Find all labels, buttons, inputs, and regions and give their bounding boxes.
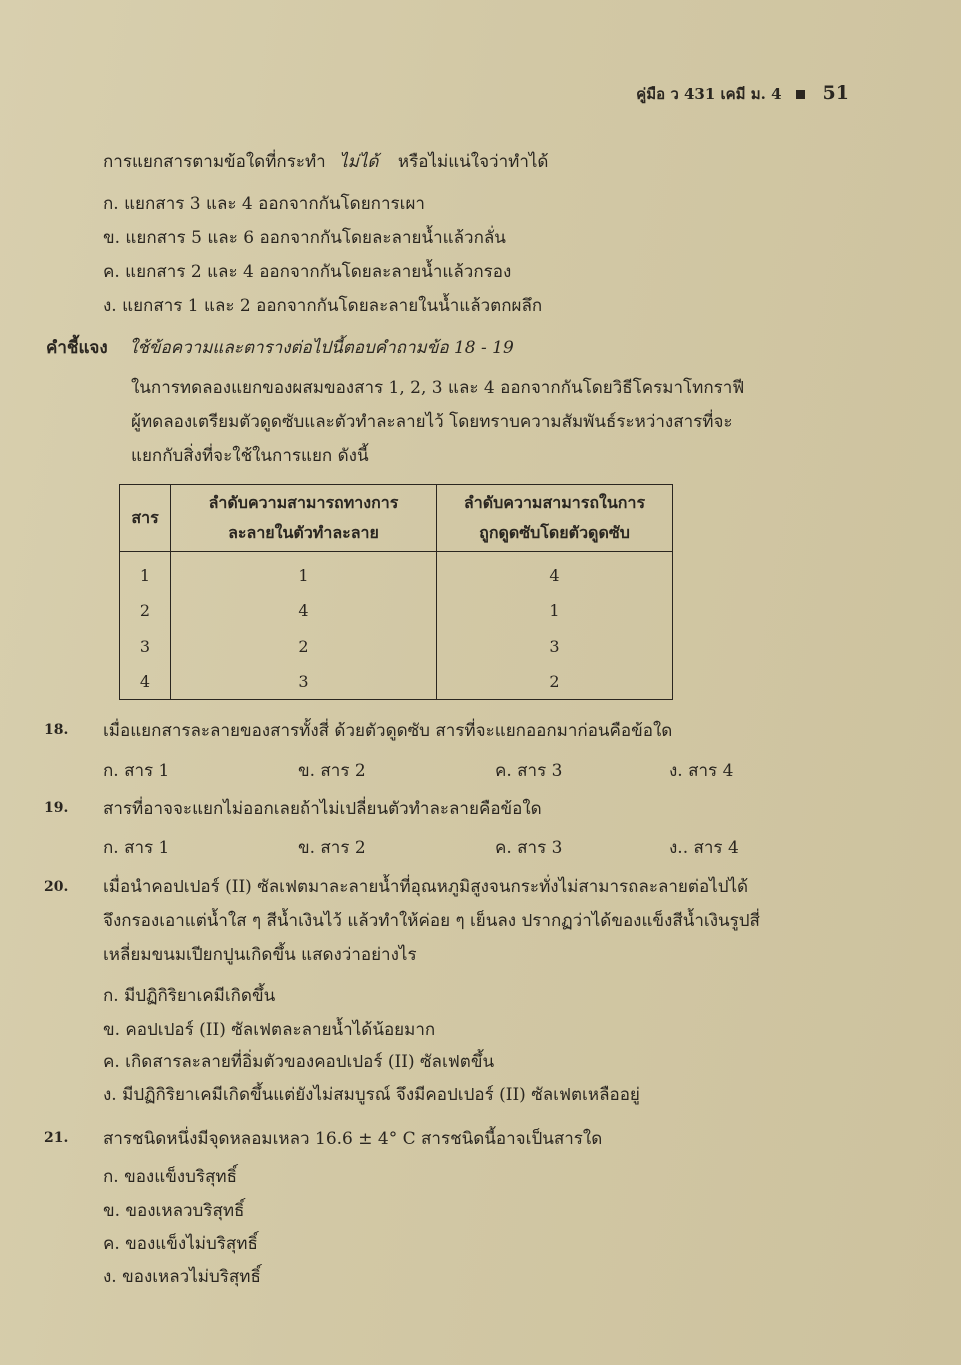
q21-text: สารชนิดหนึ่งมีจุดหลอมเหลว 16.6 ± 4° C สารชนิดนี้อาจเป็นสารใด [103,1129,603,1149]
q17-suffix: หรือไม่แน่ใจว่าทำได้ [397,152,549,172]
table-header-row [120,485,673,552]
q21-number: 21. [44,1130,69,1146]
q17-option-a: ก. แยกสาร 3 และ 4 ออกจากกันโดยการเผา [103,194,425,214]
table-row [120,552,673,594]
q20-line-3: เหลี่ยมขนมเปียกปูนเกิดขึ้น แสดงว่าอย่างไร [103,945,417,965]
col-header-adsorption-line-2: ถูกดูดซับโดยตัวดูดซับ [479,523,630,542]
col-header-substance: สาร [120,485,171,552]
header-text: คู่มือ ว 431 เคมี ม. 4 [636,85,782,103]
col-header-adsorption-line-1: ลำดับความสามารถในการ [463,493,646,512]
page-number: 51 [822,82,849,104]
table-cell: 4 [120,664,171,700]
q20-option-d: ง. มีปฏิกิริยาเคมีเกิดขึ้นแต่ยังไม่สมบูรณ์ จึงมีคอปเปอร์ (II) ซัลเฟตเหลืออยู่ [103,1085,640,1105]
table-cell: 4 [437,552,673,594]
q19-option-b: ข. สาร 2 [298,838,366,858]
q18-text: เมื่อแยกสารละลายของสารทั้งสี่ ด้วยตัวดูดซับ สารที่จะแยกออกมาก่อนคือข้อใด [103,721,673,741]
table-cell: 1 [120,552,171,594]
instruction-text: ใช้ข้อความและตารางต่อไปนี้ตอบคำถามข้อ 18 - 19 [129,338,514,358]
instruction [46,334,514,361]
instruction-label: คำชี้แจง [46,338,108,358]
q19-number: 19. [44,800,69,816]
q21-option-a: ก. ของแข็งบริสุทธิ์ [103,1167,237,1187]
table-cell: 3 [437,629,673,664]
table-row [120,664,673,700]
q21-option-c: ค. ของแข็งไม่บริสุทธิ์ [103,1234,258,1254]
q17-option-d: ง. แยกสาร 1 และ 2 ออกจากกันโดยละลายในน้ำแล้วตกผลึก [103,296,543,316]
q17-question [103,148,548,175]
table-cell: 1 [437,593,673,628]
passage-line-2: ผู้ทดลองเตรียมตัวดูดซับและตัวทำละลายไว้ โดยทราบความสัมพันธ์ระหว่างสารที่จะ [131,412,733,432]
square-bullet-icon [796,90,805,99]
table-cell: 3 [120,629,171,664]
passage-line-1: ในการทดลองแยกของผสมของสาร 1, 2, 3 และ 4 ออกจากกันโดยวิธีโครมาโทกราฟี [131,378,745,398]
col-header-adsorption [437,485,673,552]
q19-option-a: ก. สาร 1 [103,838,170,858]
q19-option-c: ค. สาร 3 [495,838,563,858]
q21-option-b: ข. ของเหลวบริสุทธิ์ [103,1201,245,1221]
q18-number: 18. [44,722,69,738]
q17-prefix: การแยกสารตามข้อใดที่กระทำ [103,152,326,172]
q17-option-b: ข. แยกสาร 5 และ 6 ออกจากกันโดยละลายน้ำแล้วกลั่น [103,228,506,248]
q20-line-1: เมื่อนำคอปเปอร์ (II) ซัลเฟตมาละลายน้ำที่อุณหภูมิสูงจนกระทั่งไม่สามารถละลายต่อไปได้ [103,877,749,897]
table-row [120,629,673,664]
col-header-solubility-line-1: ลำดับความสามารถทางการ [208,493,399,512]
q17-option-c: ค. แยกสาร 2 และ 4 ออกจากกันโดยละลายน้ำแล้วกรอง [103,262,512,282]
q18-option-b: ข. สาร 2 [298,761,366,781]
table-cell: 4 [171,593,437,628]
table-cell: 2 [437,664,673,700]
passage-line-3: แยกกับสิ่งที่จะใช้ในการแยก ดังนี้ [131,446,369,466]
q20-option-a: ก. มีปฏิกิริยาเคมีเกิดขึ้น [103,986,276,1006]
q18-option-d: ง. สาร 4 [669,761,734,781]
data-table [119,484,673,700]
table-cell: 2 [171,629,437,664]
q20-option-b: ข. คอปเปอร์ (II) ซัลเฟตละลายน้ำได้น้อยมาก [103,1020,436,1040]
table-cell: 2 [120,593,171,628]
q20-option-c: ค. เกิดสารละลายที่อิ่มตัวของคอปเปอร์ (II) ซัลเฟตขึ้น [103,1052,495,1072]
q18-option-c: ค. สาร 3 [495,761,563,781]
q17-emphasis: ไม่ได้ [339,152,379,172]
q20-number: 20. [44,879,69,895]
q19-text: สารที่อาจจะแยกไม่ออกเลยถ้าไม่เปลี่ยนตัวทำละลายคือข้อใด [103,799,542,819]
q19-option-d: ง.. สาร 4 [669,838,739,858]
table-row [120,593,673,628]
col-header-solubility-line-2: ละลายในตัวทำละลาย [228,523,379,542]
q21-option-d: ง. ของเหลวไม่บริสุทธิ์ [103,1267,261,1287]
table-cell: 3 [171,664,437,700]
running-header [636,82,849,106]
q20-line-2: จึงกรองเอาแต่น้ำใส ๆ สีน้ำเงินไว้ แล้วทำให้ค่อย ๆ เย็นลง ปรากฏว่าได้ของแข็งสีน้ำเงินรูปสี่ [103,911,760,931]
col-header-solubility [171,485,437,552]
table-cell: 1 [171,552,437,594]
q18-option-a: ก. สาร 1 [103,761,170,781]
